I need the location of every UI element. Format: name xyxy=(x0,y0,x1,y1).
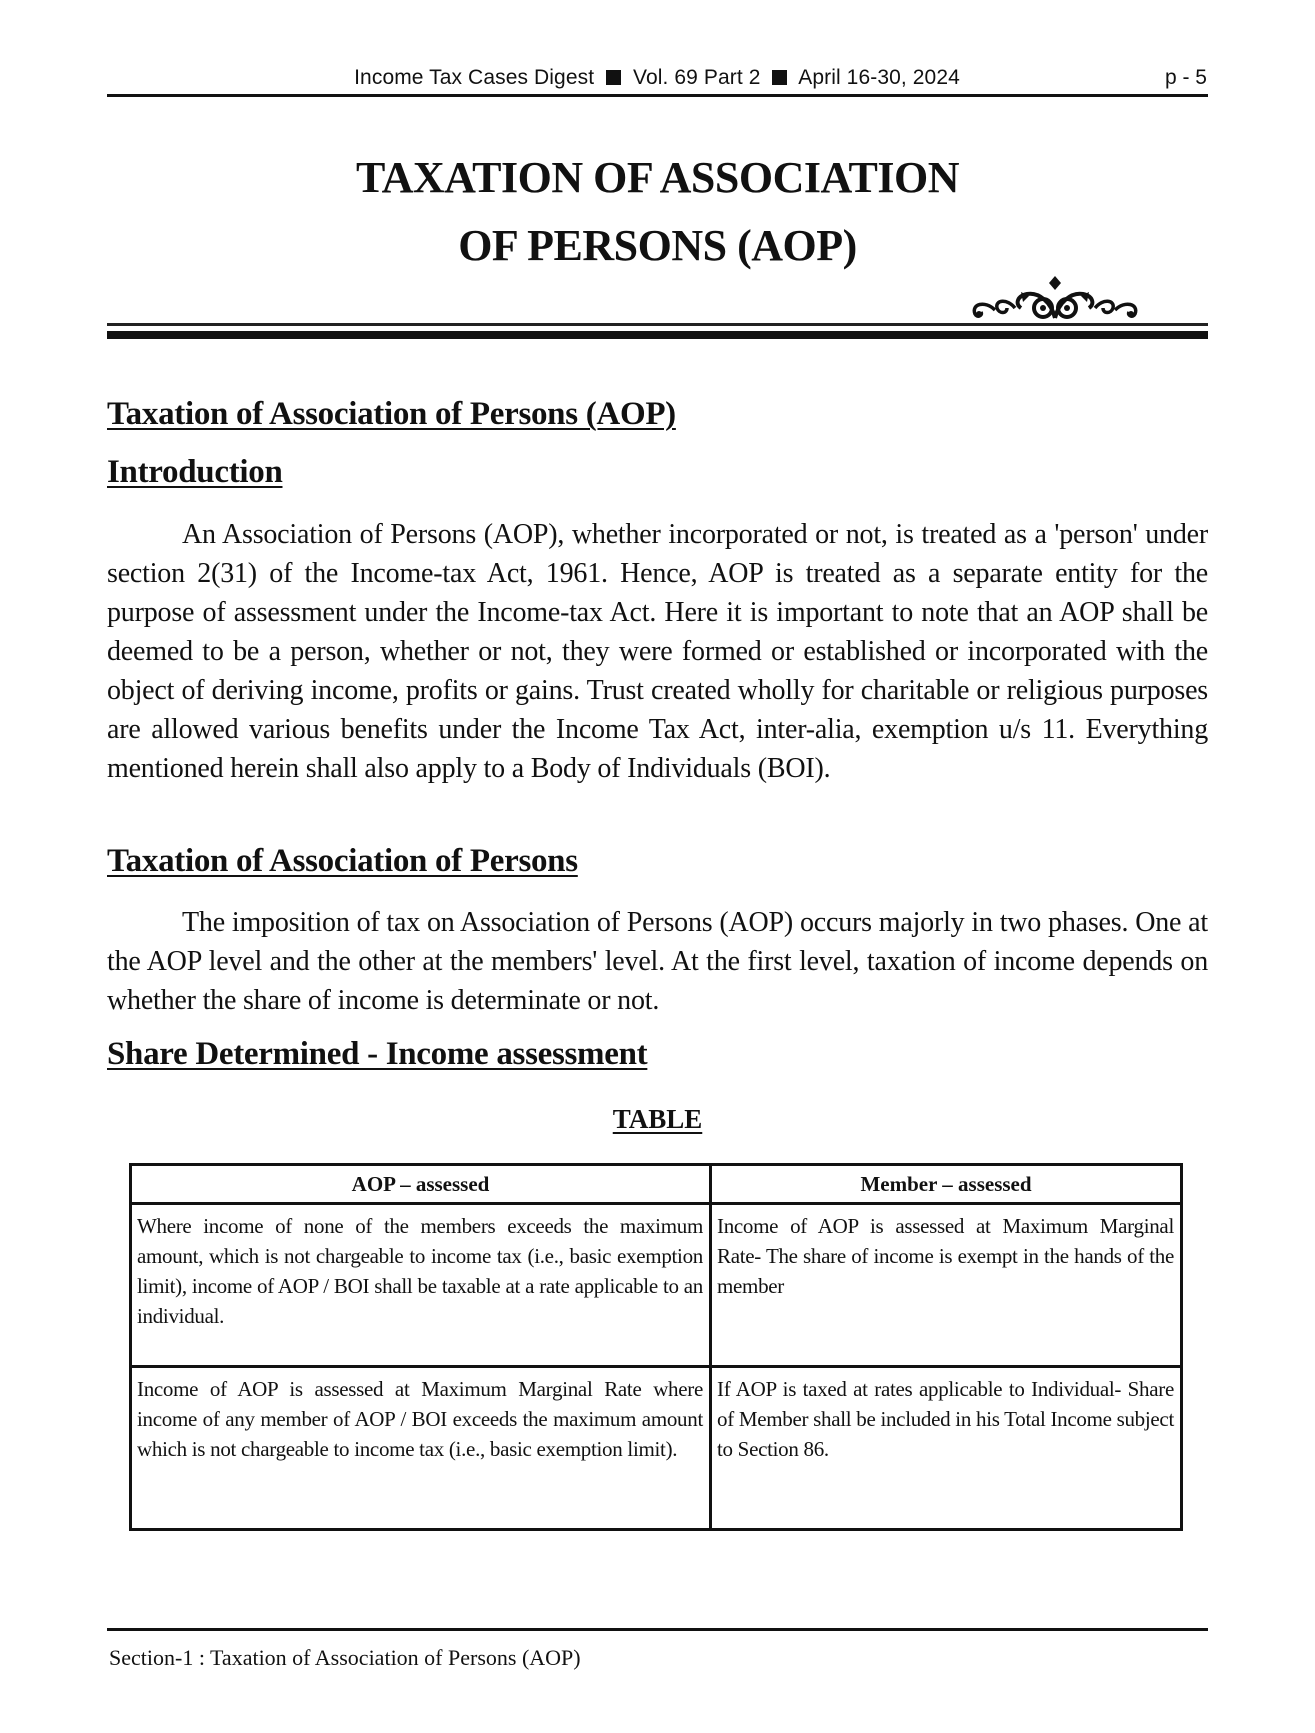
page-title-line-1: TAXATION OF ASSOCIATION xyxy=(356,153,959,202)
page-number: p - 5 xyxy=(1164,66,1207,89)
running-head-title xyxy=(107,66,1207,90)
black-square-icon xyxy=(772,70,787,85)
assessment-table xyxy=(129,1163,1183,1531)
section-heading-share-determined: Share Determined - Income assessment xyxy=(107,1036,648,1072)
taxation-paragraph: The imposition of tax on Association of Persons (AOP) occurs majorly in two phases. One at the AOP level and the other at the members' level. At the first level, taxation of income depends on whether the share of income is determinate or not. xyxy=(107,907,1208,1016)
table-cell: Income of AOP is assessed at Maximum Marginal Rate- The share of income is exempt in the hands of the member xyxy=(711,1204,1182,1367)
title-rule-thin xyxy=(107,323,1208,326)
table-row xyxy=(131,1204,1182,1367)
table-cell: If AOP is taxed at rates applicable to Individual- Share of Member shall be included in his Total Income subject to Section 86. xyxy=(711,1367,1182,1530)
column-header-member-assessed: Member – assessed xyxy=(711,1165,1182,1204)
table-cell: Income of AOP is assessed at Maximum Marginal Rate where income of any member of AOP / BOI exceeds the maximum amount which is not chargeable to income tax (i.e., basic exemption limit). xyxy=(131,1367,711,1530)
issue-date: April 16-30, 2024 xyxy=(798,66,960,89)
column-header-aop-assessed: AOP – assessed xyxy=(131,1165,711,1204)
section-heading-main: Taxation of Association of Persons (AOP) xyxy=(107,396,676,432)
volume-label: Vol. 69 Part 2 xyxy=(633,66,761,89)
table-row xyxy=(131,1367,1182,1530)
running-head xyxy=(107,62,1207,94)
section-heading-taxation: Taxation of Association of Persons xyxy=(107,843,578,879)
publication-name: Income Tax Cases Digest xyxy=(354,66,595,89)
footer-rule xyxy=(107,1628,1208,1631)
page-footer: Section-1 : Taxation of Association of Persons (AOP) xyxy=(109,1645,581,1670)
section-heading-introduction: Introduction xyxy=(107,454,283,490)
introduction-paragraph: An Association of Persons (AOP), whether incorporated or not, is treated as a 'person' under section 2(31) of the Income-tax Act, 1961. Hence, AOP is treated as a separate entity for the purpose of assessment under the Income-tax Act. Here it is important to note that an AOP shall be deemed to be a person, whether or not, they were formed or established or incorporated with the object of deriving income, profits or gains. Trust created wholly for charitable or religious purposes are allowed various benefits under the Income Tax Act, inter-alia, exemption u/s 11. Everything mentioned herein shall also apply to a Body of Individuals (BOI). xyxy=(107,519,1208,784)
header-rule xyxy=(107,94,1208,97)
table-caption: TABLE xyxy=(612,1104,703,1134)
table-cell: Where income of none of the members exceeds the maximum amount, which is not chargeable to income tax (i.e., basic exemption limit), income of AOP / BOI shall be taxable at a rate applicable to an individual. xyxy=(131,1204,711,1367)
black-square-icon xyxy=(606,70,621,85)
title-rule-thick xyxy=(107,331,1208,339)
flourish-ornament-icon xyxy=(955,272,1155,324)
page-title-line-2: OF PERSONS (AOP) xyxy=(458,221,857,270)
table-header-row xyxy=(131,1165,1182,1204)
